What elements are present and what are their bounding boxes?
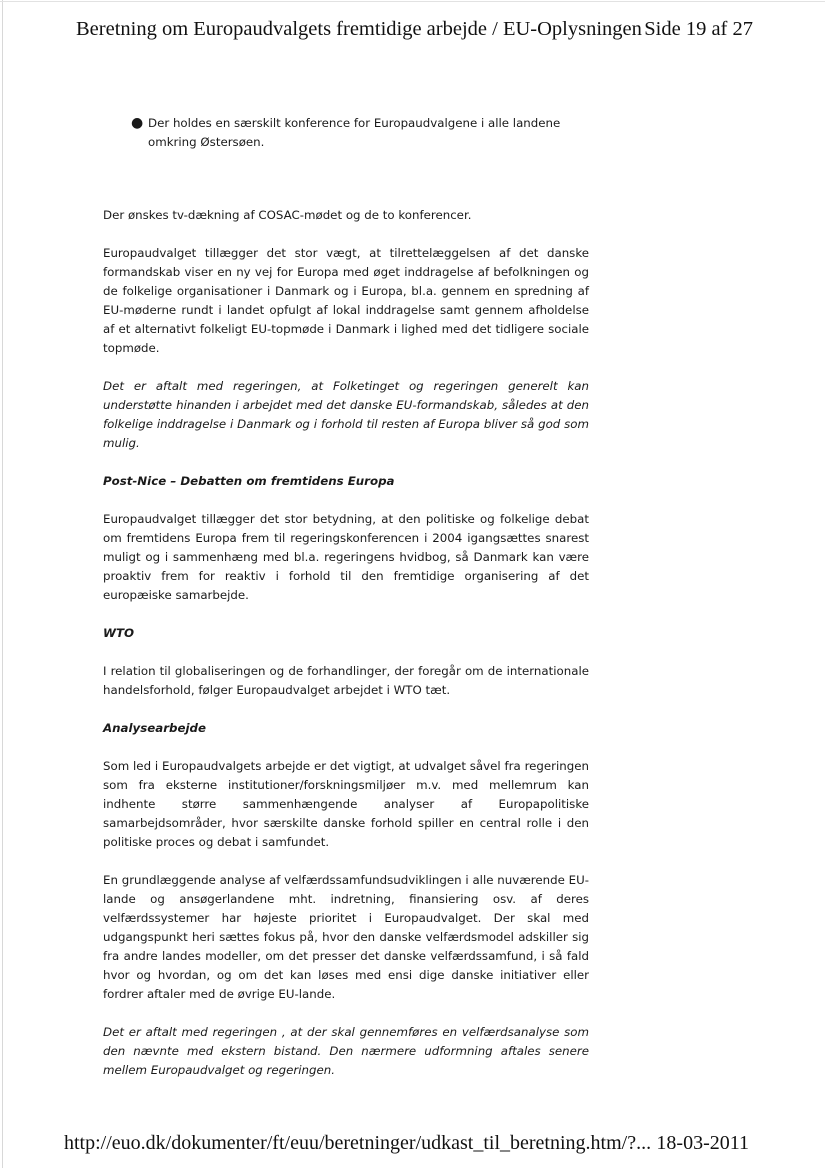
header-title: Beretning om Europaudvalgets fremtidige arbejde / EU-Oplysningen: [76, 18, 642, 40]
document-body: [103, 206, 589, 1099]
paragraph-future-europe: Europaudvalget tillægger det stor betydning, at den politiske og folkelige debat om fremtidens Europa frem til regeringskonferencen i 2004 igangsættes snarest muligt og i sammenhæng med bl.a. regeringens hvidbog, så Danmark kan være proaktiv frem for reaktiv i forhold til den fremtidige organisering af det europæiske samarbejde.: [103, 512, 589, 602]
heading-analysearbejde: Analysearbejde: [103, 721, 206, 735]
heading-wto: WTO: [103, 626, 135, 640]
page-header: [76, 18, 753, 41]
paragraph-formandskab: Europaudvalget tillægger det stor vægt, at tilrettelæggelsen af det danske formandskab viser en ny vej for Europa med øget inddragelse af befolkningen og de folkelige organisationer i Danmark og i Europa, bl.a. gennem en spredning af EU-møderne rundt i landet opfulgt af lokal inddragelse samt gennem afholdelse af et alternativt folkeligt EU-topmøde i Danmark i lighed med det tidligere sociale topmøde.: [103, 246, 589, 355]
scan-edge-left: [2, 0, 3, 1168]
paragraph-welfare-analysis: En grundlæggende analyse af velfærdssamfundsudviklingen i alle nuværende EU-lande og ansøgerlandene mht. indretning, finansiering osv. af deres velfærdssystemer har højeste prioritet i Europaudvalget. Der skal med udgangspunkt heri sættes fokus på, hvor den danske velfærdsmodel adskiller sig fra andre landes modeller, om det presser det danske velfærdssamfund, i så fald hvor og hvordan, og om det kan løses med ensi dige danske initiativer eller fordrer aftaler med de øvrige EU-lande.: [103, 873, 589, 1001]
header-page-number: Side 19 af 27: [644, 18, 753, 40]
bullet-dot-icon: ●: [131, 115, 144, 131]
heading-post-nice: Post-Nice – Debatten om fremtidens Europa: [103, 474, 395, 488]
footer-date: 18-03-2011: [656, 1132, 749, 1154]
paragraph-analyses: Som led i Europaudvalgets arbejde er det vigtigt, at udvalget såvel fra regeringen som fra eksterne institutioner/forskningsmiljøer m.v. med mellemrum kan indhente større sammenhængende analyser af Europapolitiske samarbejdsområder, hvor særskilte danske forhold spiller en central rolle i den politiske proces og debat i samfundet.: [103, 759, 589, 849]
page-footer: [64, 1132, 749, 1155]
paragraph-agreement-welfare: Det er aftalt med regeringen , at der skal gennemføres en velfærdsanalyse som den nævnte med ekstern bistand. Den nærmere udformning aftales senere mellem Europaudvalget og regeringen.: [103, 1025, 589, 1077]
bullet-text: Der holdes en særskilt konference for Europaudvalgene i alle landene omkring Østersøen.: [148, 116, 561, 149]
bullet-item: [131, 114, 571, 152]
scan-edge-top: [0, 1, 825, 2]
paragraph-agreement-formandskab: Det er aftalt med regeringen, at Folketinget og regeringen generelt kan understøtte hinanden i arbejdet med det danske EU-formandskab, således at den folkelige inddragelse i Danmark og i forhold til resten af Europa bliver så god som mulig.: [103, 379, 589, 450]
footer-url: http://euo.dk/dokumenter/ft/euu/beretninger/udkast_til_beretning.htm/?...: [64, 1132, 652, 1154]
paragraph-wto: I relation til globaliseringen og de forhandlinger, der foregår om de internationale handelsforhold, følger Europaudvalget arbejdet i WTO tæt.: [103, 664, 589, 697]
paragraph-tv-coverage: Der ønskes tv-dækning af COSAC-mødet og de to konferencer.: [103, 208, 472, 222]
